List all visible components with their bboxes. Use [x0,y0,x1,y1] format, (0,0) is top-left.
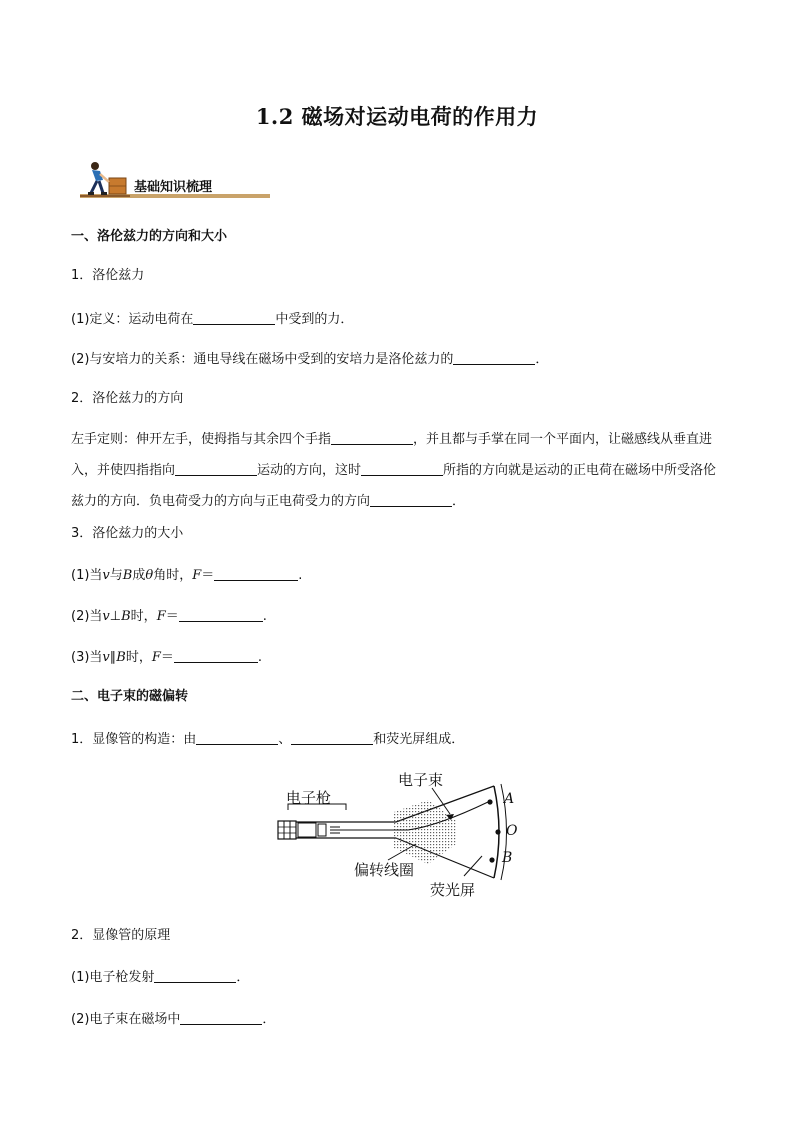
relation-suffix: ． [535,352,549,367]
perpendicular-symbol: ⊥ [109,609,122,624]
period: . [262,609,267,624]
item2-heading: 2．洛伦兹力的方向 [71,391,184,406]
case-text: 时， [125,650,152,665]
electron-beam-label: 电子束 [398,771,444,789]
point-b-label: B [502,850,513,866]
section2-heading: 二、电子束的磁偏转 [71,689,189,704]
symbol-theta: θ [145,568,154,583]
case-text: (2)当 [71,609,103,624]
fill-blank[interactable] [174,648,258,663]
definition-suffix: 中受到的力． [275,312,354,327]
rule-text: 所指的方向就是运动的正电荷在磁场中所受洛伦兹力的方向．负电荷受力的方向与正电荷受力的方向 [71,463,717,509]
symbol-v: v [102,650,110,665]
case-text: (1)当 [71,568,103,583]
period: ． [262,1012,276,1027]
left-hand-rule-paragraph [71,424,723,517]
deflection-coil-label: 偏转线圈 [354,861,415,879]
banner-label: 基础知识梳理 [134,180,213,195]
fill-blank[interactable] [175,461,257,476]
screen-label: 荧光屏 [430,881,476,899]
symbol-b: B [121,609,131,624]
case-text: 成 [132,568,146,583]
symbol-f: F [156,609,166,624]
case-text: 与 [109,568,123,583]
fill-blank[interactable] [180,1010,262,1025]
case3-line [71,648,262,667]
equals-sign: ＝ [201,568,215,583]
case2-line [71,607,267,626]
period: . [257,650,263,665]
equals-sign: ＝ [165,609,179,624]
principle-text: (2)电子束在磁场中 [71,1012,181,1027]
rule-text: ． [452,494,466,509]
page-title: 1.2 磁场对运动电荷的作用力 [255,104,539,129]
principle-line-2 [71,1010,275,1029]
definition-line [71,310,353,329]
symbol-b: B [122,568,133,583]
period: . [298,568,303,583]
rule-text: ，并且都与手掌在同一个平面内，让磁感线从垂直进入，并使四指指向 [71,432,713,478]
electron-gun-label: 电子枪 [286,789,332,807]
section-banner [76,160,276,200]
structure-suffix: 和荧光屏组成． [373,732,465,747]
item1-heading: 1．洛伦兹力 [71,268,145,283]
fill-blank[interactable] [291,730,373,745]
relation-line [71,350,548,369]
relation-text: (2)与安培力的关系：通电导线在磁场中受到的安培力是洛伦兹力的 [71,352,454,367]
rule-text: 运动的方向，这时 [257,463,362,478]
fill-blank[interactable] [331,430,413,445]
structure-line [71,730,464,749]
section1-heading: 一、洛伦兹力的方向和大小 [71,229,228,244]
fill-blank[interactable] [154,968,236,983]
principle-line-1 [71,968,249,987]
symbol-v: v [102,609,110,624]
fill-blank[interactable] [179,607,263,622]
crt-diagram [268,760,530,908]
symbol-b: B [116,650,126,665]
fill-blank[interactable] [370,492,452,507]
definition-text: (1)定义：运动电荷在 [71,312,194,327]
item2-principle-heading: 2．显像管的原理 [71,928,171,943]
item3-heading: 3．洛伦兹力的大小 [71,526,184,541]
principle-text: (1)电子枪发射 [71,970,155,985]
point-a-label: A [504,791,515,807]
case1-line [71,566,302,585]
fill-blank[interactable] [361,461,443,476]
case-text: 时， [130,609,157,624]
structure-text: 1．显像管的构造：由 [71,732,197,747]
fill-blank[interactable] [196,730,278,745]
fill-blank[interactable] [453,350,535,365]
fill-blank[interactable] [193,310,275,325]
symbol-f: F [151,650,161,665]
fill-blank[interactable] [214,566,298,581]
parallel-symbol: ∥ [109,650,117,665]
separator: 、 [278,732,292,747]
symbol-v: v [102,568,110,583]
point-o-label: O [506,823,518,839]
case-text: 角时， [153,568,193,583]
equals-sign: ＝ [160,650,174,665]
symbol-f: F [192,568,202,583]
case-text: (3)当 [71,650,103,665]
period: ． [236,970,250,985]
rule-text: 左手定则：伸开左手，使拇指与其余四个手指 [71,432,332,447]
